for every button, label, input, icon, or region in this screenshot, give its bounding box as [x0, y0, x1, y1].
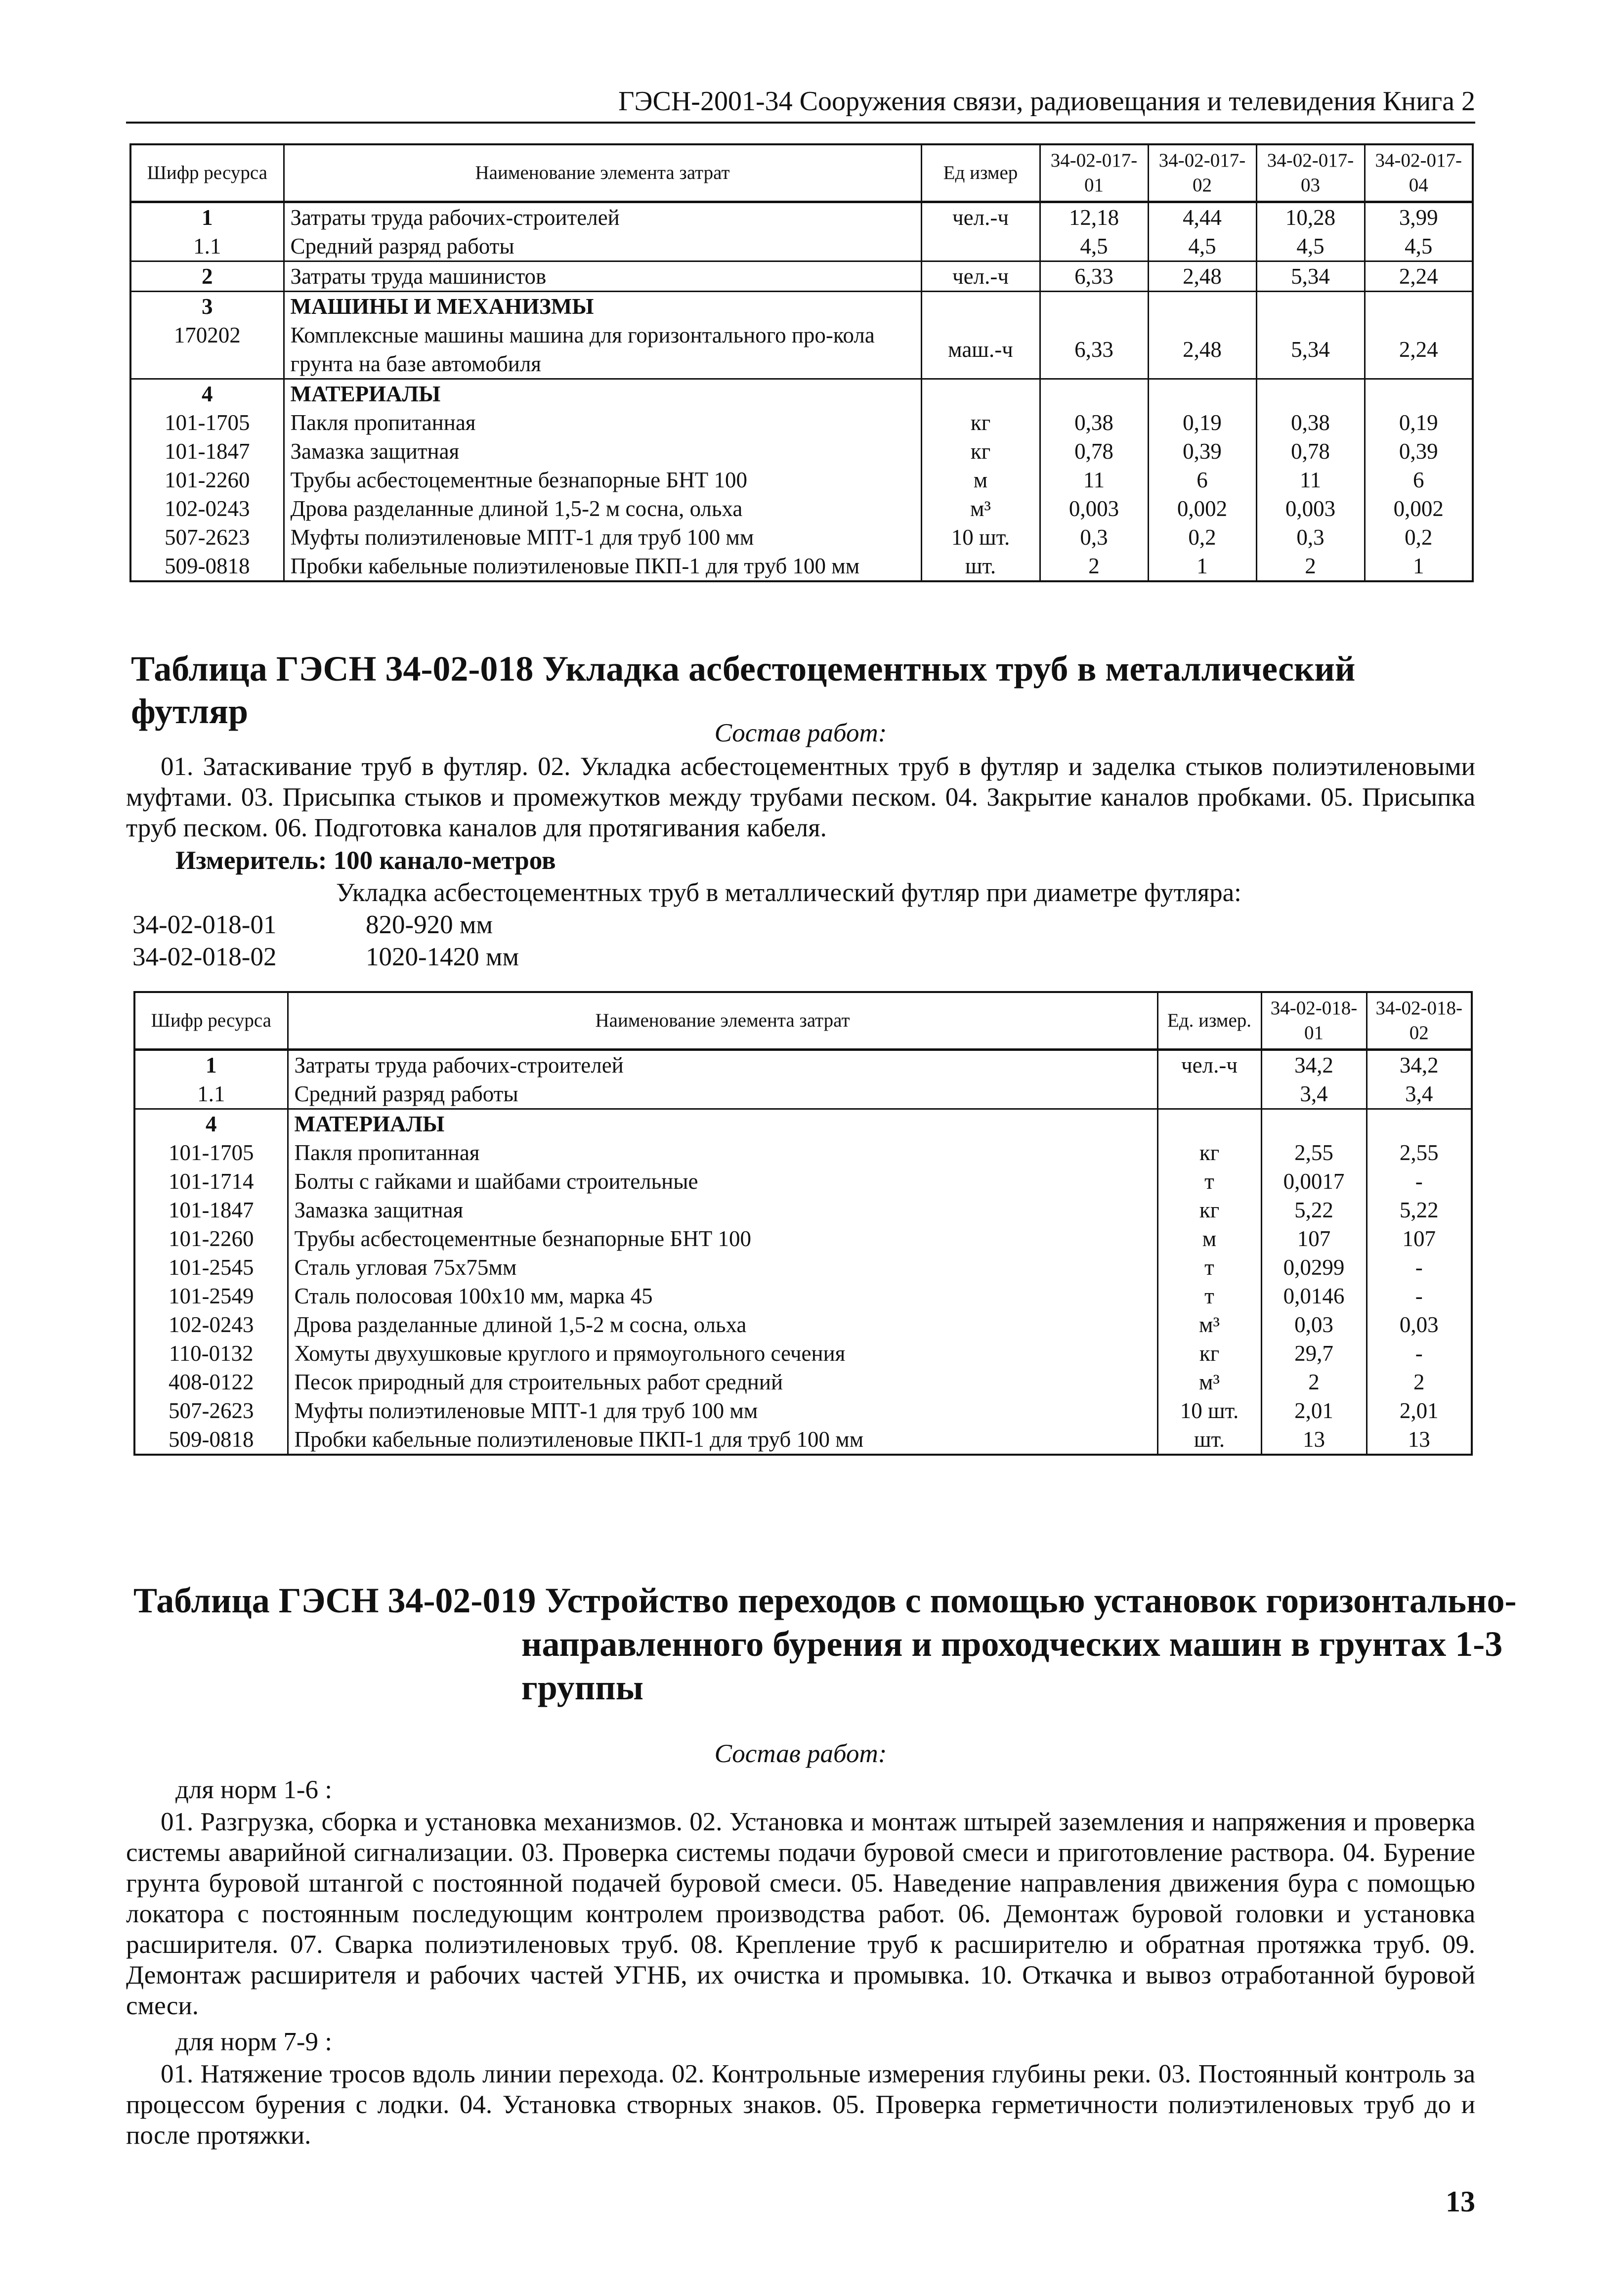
empty-cell [1365, 292, 1473, 321]
resource-unit: кг [1157, 1138, 1261, 1167]
resource-name: Средний разряд работы [284, 232, 921, 261]
norm-value: 2 [1261, 1368, 1367, 1396]
resource-code: 509-0818 [134, 1425, 288, 1455]
resource-name: Пакля пропитанная [288, 1138, 1157, 1167]
table-row [134, 1310, 1472, 1339]
norm-value: 6,33 [1040, 321, 1148, 379]
norm-value: 0,2 [1365, 523, 1473, 552]
norm-value: 6,33 [1040, 261, 1148, 292]
norm-value: 107 [1367, 1224, 1472, 1253]
norm-value: 0,19 [1148, 408, 1256, 437]
norm-value: 0,03 [1367, 1310, 1472, 1339]
norm-value: 4,44 [1148, 202, 1256, 232]
resource-unit: м³ [921, 494, 1040, 523]
resource-name: Средний разряд работы [288, 1080, 1157, 1109]
works-text: 01. Затаскивание труб в футляр. 02. Укладка асбестоцементных труб в футляр и заделка стыков полиэтиленовыми муфтами. 03. Присыпка стыков и промежутков между трубами песком. 04. Закрытие каналов пробками. 05. Присыпка труб песком. 06. Подготовка каналов для протягивания кабеля. [126, 752, 1475, 842]
table-row [134, 1109, 1472, 1139]
norm-value: 2,24 [1365, 261, 1473, 292]
works-label: Состав работ: [714, 719, 887, 747]
norm-value: 0,3 [1256, 523, 1365, 552]
norm-value: 2 [1040, 552, 1148, 581]
resource-name: Дрова разделанные длиной 1,5-2 м сосна, ольха [288, 1310, 1157, 1339]
col-header-code: Шифр ресурса [130, 144, 284, 202]
resource-code: 102-0243 [134, 1310, 288, 1339]
table-header-row [134, 992, 1472, 1050]
resource-unit: т [1157, 1282, 1261, 1310]
resource-name: Болты с гайками и шайбами строительные [288, 1167, 1157, 1196]
resource-unit: 10 шт. [921, 523, 1040, 552]
norm-value: 29,7 [1261, 1339, 1367, 1368]
resource-code: 1.1 [130, 232, 284, 261]
resource-unit: чел.-ч [1157, 1050, 1261, 1080]
norm-value: 4,5 [1365, 232, 1473, 261]
norm-value: 0,78 [1256, 437, 1365, 466]
table-title-019-line3: группы [521, 1668, 643, 1707]
variant-text: 1020-1420 мм [366, 943, 519, 971]
empty-cell [1365, 379, 1473, 409]
resource-code: 1 [134, 1050, 288, 1080]
norm-value: 1 [1148, 552, 1256, 581]
table-row [134, 1368, 1472, 1396]
resource-unit [921, 232, 1040, 261]
resource-code: 4 [134, 1109, 288, 1139]
resource-name: Затраты труда рабочих-строителей [284, 202, 921, 232]
resource-code: 101-2545 [134, 1253, 288, 1282]
resource-code: 509-0818 [130, 552, 284, 581]
resource-unit: маш.-ч [921, 321, 1040, 379]
resource-name: Замазка защитная [288, 1196, 1157, 1224]
norm-value: 5,34 [1256, 261, 1365, 292]
col-header-norm: 34-02-017-02 [1148, 144, 1256, 202]
works-description-1-6 [126, 1807, 1475, 2021]
norm-value: 0,003 [1256, 494, 1365, 523]
table-row [130, 408, 1473, 437]
resource-code: 507-2623 [130, 523, 284, 552]
norm-value: 2,55 [1261, 1138, 1367, 1167]
section-name: МАТЕРИАЛЫ [288, 1109, 1157, 1139]
table-row [130, 292, 1473, 321]
resource-code: 101-2260 [130, 466, 284, 494]
table-row [130, 437, 1473, 466]
resource-code: 2 [130, 261, 284, 292]
resource-unit: шт. [1157, 1425, 1261, 1455]
resource-name: Пакля пропитанная [284, 408, 921, 437]
col-header-name: Наименование элемента затрат [284, 144, 921, 202]
resource-unit: м [1157, 1224, 1261, 1253]
works-text-7-9: 01. Натяжение тросов вдоль линии перехода. 02. Контрольные измерения глубины реки. 03. Постоянный контроль за процессом бурения с лодки. 04. Установка створных знаков. 05. Проверка герметичности полиэтиленовых труб до и после протяжки. [126, 2060, 1475, 2150]
section-name: МАТЕРИАЛЫ [284, 379, 921, 409]
resource-name: Трубы асбестоцементные безнапорные БНТ 100 [284, 466, 921, 494]
empty-cell [1367, 1109, 1472, 1139]
col-header-unit: Ед измер [921, 144, 1040, 202]
works-description-7-9 [126, 2059, 1475, 2151]
table-row [134, 1425, 1472, 1455]
norm-value: 11 [1256, 466, 1365, 494]
norm-value: 34,2 [1367, 1050, 1472, 1080]
resource-name: Хомуты двухушковые круглого и прямоугольного сечения [288, 1339, 1157, 1368]
col-header-norm: 34-02-018-01 [1261, 992, 1367, 1050]
norm-value: 1 [1365, 552, 1473, 581]
resource-unit: чел.-ч [921, 261, 1040, 292]
norm-value: 3,4 [1261, 1080, 1367, 1109]
resource-code: 507-2623 [134, 1396, 288, 1425]
table-row [130, 379, 1473, 409]
table-row [134, 1196, 1472, 1224]
resource-name: Муфты полиэтиленовые МПТ-1 для труб 100 мм [284, 523, 921, 552]
norms-7-9-label: для норм 7-9 : [175, 2028, 333, 2056]
resource-name: Сталь полосовая 100х10 мм, марка 45 [288, 1282, 1157, 1310]
col-header-name: Наименование элемента затрат [288, 992, 1157, 1050]
table-title-018: Таблица ГЭСН 34-02-018 Укладка асбестоцементных труб в металлический футляр [131, 649, 1356, 731]
table-row [134, 1253, 1472, 1282]
norm-value: 2,01 [1367, 1396, 1472, 1425]
resource-code: 408-0122 [134, 1368, 288, 1396]
table-title-019-line1: Таблица ГЭСН 34-02-019 Устройство переходов с помощью установок горизонтально- [133, 1581, 1517, 1620]
variants-subtitle: Укладка асбестоцементных труб в металлический футляр при диаметре футляра: [336, 878, 1241, 907]
resource-unit: м [921, 466, 1040, 494]
resource-code: 101-1705 [130, 408, 284, 437]
table-row [134, 1224, 1472, 1253]
resource-code: 101-1847 [130, 437, 284, 466]
resource-name: Сталь угловая 75х75мм [288, 1253, 1157, 1282]
norms-1-6-label: для норм 1-6 : [175, 1775, 333, 1804]
resource-code: 101-2260 [134, 1224, 288, 1253]
resource-code: 1.1 [134, 1080, 288, 1109]
col-header-norm: 34-02-018-02 [1367, 992, 1472, 1050]
resource-code: 4 [130, 379, 284, 409]
table-row [134, 1080, 1472, 1109]
meter-line: Измеритель: 100 канало-метров [175, 846, 556, 875]
header-rule [126, 122, 1475, 124]
table-row [134, 1138, 1472, 1167]
resource-code: 102-0243 [130, 494, 284, 523]
resource-name: Комплексные машины машина для горизонтального про-кола грунта на базе автомобиля [284, 321, 921, 379]
norm-value: 3,99 [1365, 202, 1473, 232]
table-row [130, 494, 1473, 523]
running-header: ГЭСН-2001-34 Сооружения связи, радиовещания и телевидения Книга 2 [618, 86, 1475, 117]
resource-code: 101-2549 [134, 1282, 288, 1310]
norm-value: 13 [1367, 1425, 1472, 1455]
empty-cell [921, 292, 1040, 321]
table-row [130, 232, 1473, 261]
resource-unit: кг [921, 437, 1040, 466]
resource-name: Трубы асбестоцементные безнапорные БНТ 100 [288, 1224, 1157, 1253]
norm-value: 0,0146 [1261, 1282, 1367, 1310]
variant-code: 34-02-018-01 [132, 910, 277, 939]
norm-value: 6 [1365, 466, 1473, 494]
resource-unit: м³ [1157, 1368, 1261, 1396]
empty-cell [1040, 292, 1148, 321]
norm-value: - [1367, 1339, 1472, 1368]
norm-value: 2 [1256, 552, 1365, 581]
page-number: 13 [1446, 2185, 1475, 2218]
resource-unit: кг [921, 408, 1040, 437]
norm-value: 0,38 [1040, 408, 1148, 437]
col-header-code: Шифр ресурса [134, 992, 288, 1050]
table-row [130, 261, 1473, 292]
norm-value: 0,0299 [1261, 1253, 1367, 1282]
empty-cell [1148, 292, 1256, 321]
resource-unit: м³ [1157, 1310, 1261, 1339]
table-row [130, 202, 1473, 232]
table-row [130, 523, 1473, 552]
norm-value: 13 [1261, 1425, 1367, 1455]
norm-value: 0,002 [1148, 494, 1256, 523]
works-label-019: Состав работ: [714, 1739, 887, 1768]
norm-value: 107 [1261, 1224, 1367, 1253]
norm-value: 11 [1040, 466, 1148, 494]
col-header-norm: 34-02-017-01 [1040, 144, 1148, 202]
resource-code: 1 [130, 202, 284, 232]
resource-unit: кг [1157, 1339, 1261, 1368]
resource-code: 101-1847 [134, 1196, 288, 1224]
table-row [134, 1167, 1472, 1196]
norm-value: 5,22 [1367, 1196, 1472, 1224]
norm-value: 0,2 [1148, 523, 1256, 552]
norm-value: 4,5 [1256, 232, 1365, 261]
norm-value: 0,003 [1040, 494, 1148, 523]
norm-value: 3,4 [1367, 1080, 1472, 1109]
empty-cell [921, 379, 1040, 409]
norm-value: 4,5 [1040, 232, 1148, 261]
table-row [134, 1396, 1472, 1425]
resource-name: Замазка защитная [284, 437, 921, 466]
norm-value: 5,22 [1261, 1196, 1367, 1224]
norm-value: - [1367, 1253, 1472, 1282]
table-row [130, 466, 1473, 494]
resource-code: 101-1714 [134, 1167, 288, 1196]
empty-cell [1157, 1109, 1261, 1139]
empty-cell [1261, 1109, 1367, 1139]
empty-cell [1256, 292, 1365, 321]
table-row [134, 1339, 1472, 1368]
norm-value: 4,5 [1148, 232, 1256, 261]
resource-name: Затраты труда рабочих-строителей [288, 1050, 1157, 1080]
resource-code: 101-1705 [134, 1138, 288, 1167]
resource-table-018 [133, 991, 1473, 1456]
norm-value: 0,0017 [1261, 1167, 1367, 1196]
norm-value: 0,39 [1148, 437, 1256, 466]
norm-value: 10,28 [1256, 202, 1365, 232]
resource-code: 3 [130, 292, 284, 321]
norm-value: - [1367, 1282, 1472, 1310]
resource-code: 170202 [130, 321, 284, 379]
resource-name: Песок природный для строительных работ средний [288, 1368, 1157, 1396]
section-name: МАШИНЫ И МЕХАНИЗМЫ [284, 292, 921, 321]
norm-value: 0,19 [1365, 408, 1473, 437]
works-text-1-6: 01. Разгрузка, сборка и установка механизмов. 02. Установка и монтаж штырей заземления и напряжения и проверка системы аварийной сигнализации. 03. Проверка системы подачи буровой смеси и приготовление раствора. 04. Бурение грунта буровой штангой с постоянной подачей буровой смеси. 05. Наведение направления движения бура с помощью локатора с постоянным последующим контролем производства работ. 06. Демонтаж буровой головки и установка расширителя. 07. Сварка полиэтиленовых труб. 08. Крепление труб к расширителю и обратная протяжка труб. 09. Демонтаж расширителя и рабочих частей УГНБ, их очистка и промывка. 10. Откачка и вывоз отработанной буровой смеси. [126, 1808, 1475, 2020]
resource-unit: 10 шт. [1157, 1396, 1261, 1425]
resource-name: Муфты полиэтиленовые МПТ-1 для труб 100 мм [288, 1396, 1157, 1425]
norm-value: - [1367, 1167, 1472, 1196]
norm-value: 2,48 [1148, 261, 1256, 292]
norm-value: 0,38 [1256, 408, 1365, 437]
empty-cell [1040, 379, 1148, 409]
resource-name: Дрова разделанные длиной 1,5-2 м сосна, ольха [284, 494, 921, 523]
col-header-unit: Ед. измер. [1157, 992, 1261, 1050]
table-header-row [130, 144, 1473, 202]
resource-name: Затраты труда машинистов [284, 261, 921, 292]
norm-value: 0,39 [1365, 437, 1473, 466]
norm-value: 0,03 [1261, 1310, 1367, 1339]
norm-value: 0,002 [1365, 494, 1473, 523]
table-row [134, 1282, 1472, 1310]
empty-cell [1148, 379, 1256, 409]
col-header-norm: 34-02-017-03 [1256, 144, 1365, 202]
norm-value: 2 [1367, 1368, 1472, 1396]
table-row [130, 552, 1473, 581]
norm-value: 2,55 [1367, 1138, 1472, 1167]
table-title-019-line2: направленного бурения и проходческих машин в грунтах 1-3 [521, 1624, 1503, 1664]
resource-name: Пробки кабельные полиэтиленовые ПКП-1 для труб 100 мм [288, 1425, 1157, 1455]
norm-value: 0,78 [1040, 437, 1148, 466]
empty-cell [1256, 379, 1365, 409]
resource-name: Пробки кабельные полиэтиленовые ПКП-1 для труб 100 мм [284, 552, 921, 581]
norm-value: 34,2 [1261, 1050, 1367, 1080]
norm-value: 0,3 [1040, 523, 1148, 552]
variant-code: 34-02-018-02 [132, 943, 277, 971]
resource-unit: т [1157, 1167, 1261, 1196]
resource-unit [1157, 1080, 1261, 1109]
resource-unit: чел.-ч [921, 202, 1040, 232]
norm-value: 12,18 [1040, 202, 1148, 232]
table-row [130, 321, 1473, 379]
norm-value: 6 [1148, 466, 1256, 494]
table-row [134, 1050, 1472, 1080]
resource-unit: т [1157, 1253, 1261, 1282]
resource-unit: кг [1157, 1196, 1261, 1224]
resource-code: 110-0132 [134, 1339, 288, 1368]
norm-value: 2,48 [1148, 321, 1256, 379]
col-header-norm: 34-02-017-04 [1365, 144, 1473, 202]
norm-value: 5,34 [1256, 321, 1365, 379]
norm-value: 2,01 [1261, 1396, 1367, 1425]
resource-unit: шт. [921, 552, 1040, 581]
works-description [126, 751, 1475, 843]
resource-table-017 [129, 143, 1474, 582]
variant-text: 820-920 мм [366, 910, 493, 939]
norm-value: 2,24 [1365, 321, 1473, 379]
